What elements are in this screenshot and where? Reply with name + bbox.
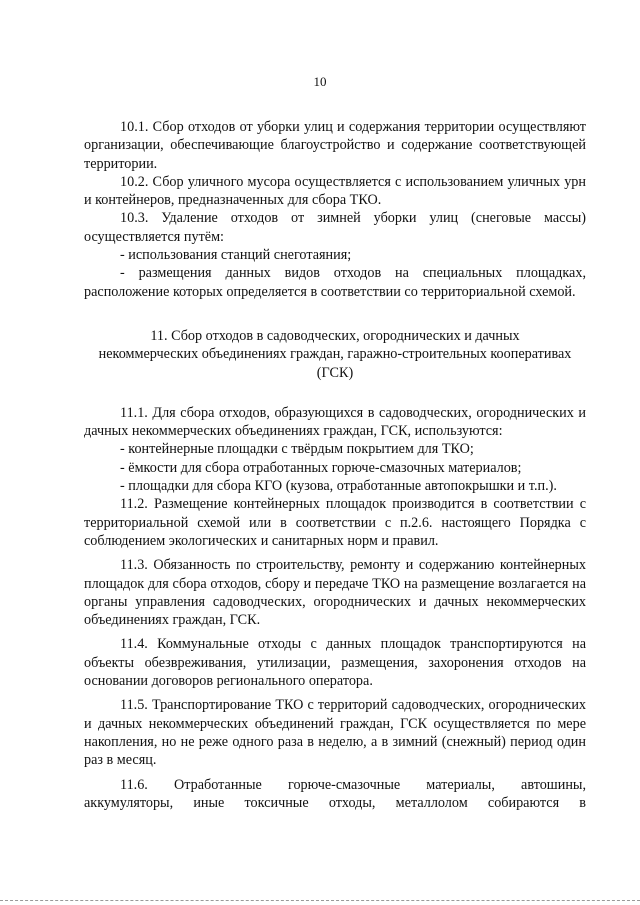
document-body (84, 118, 586, 812)
list-item: - ёмкости для сбора отработанных горюче-смазочных материалов; (120, 459, 522, 476)
list-item: - площадки для сбора КГО (кузова, отработанные автопокрышки и т.п.). (120, 478, 557, 495)
list-item: - размещения данных видов отходов на специальных площадках, расположение которых определяется в соответствии со территориальной схемой. (84, 265, 586, 300)
heading-line: некоммерческих объединениях граждан, гаражно-строительных кооперативах (98, 346, 572, 363)
paragraph-10-1: 10.1. Сбор отходов от уборки улиц и содержания территории осуществляют организации, обеспечивающие благоустройство и содержание соответствующей территории. (84, 119, 586, 172)
page-edge (0, 900, 640, 901)
paragraph-11-3: 11.3. Обязанность по строительству, ремонту и содержанию контейнерных площадок для сбора отходов, сбору и передаче ТКО на размещение возлагается на органы управления садоводческих, огороднических и дачных некоммерческих объединениях граждан, ГСК. (84, 557, 586, 629)
section-11-heading (84, 327, 586, 382)
list-item: - использования станций снеготаяния; (120, 247, 352, 264)
heading-line: (ГСК) (316, 364, 354, 381)
paragraph-11-1: 11.1. Для сбора отходов, образующихся в садоводческих, огороднических и дачных некоммерческих объединениях граждан, ГСК, используются: (84, 404, 586, 440)
paragraph-11-2: 11.2. Размещение контейнерных площадок производится в соответствии с территориальной схемой или в соответствии с п.2.6. настоящего Порядка с соблюдением экологических и санитарных норм и правил. (84, 496, 586, 549)
paragraph-11-4: 11.4. Коммунальные отходы с данных площадок транспортируются на объекты обезвреживания, утилизации, размещения, захоронения отходов на основании договоров регионального оператора. (84, 636, 586, 690)
paragraph-10-2: 10.2. Сбор уличного мусора осуществляется с использованием уличных урн и контейнеров, предназначенных для сбора ТКО. (84, 173, 586, 209)
page-number: 10 (313, 74, 327, 89)
list-item: - контейнерные площадки с твёрдым покрытием для ТКО; (120, 441, 474, 458)
paragraph-11-6: 11.6. Отработанные горюче-смазочные материалы, автошины, аккумуляторы, иные токсичные отходы, металлолом собираются в (84, 776, 586, 811)
paragraph-10-3: 10.3. Удаление отходов от зимней уборки улиц (снеговые массы) осуществляется путём: (84, 210, 586, 245)
heading-line: 11. Сбор отходов в садоводческих, огороднических и дачных (150, 327, 520, 344)
paragraph-11-5: 11.5. Транспортирование ТКО с территорий садоводческих, огороднических и дачных некоммерческих объединений граждан, ГСК осуществляется по мере накопления, но не реже одного раза в неделю, а в зимний (снежный) период один раз в месяц. (84, 697, 586, 769)
